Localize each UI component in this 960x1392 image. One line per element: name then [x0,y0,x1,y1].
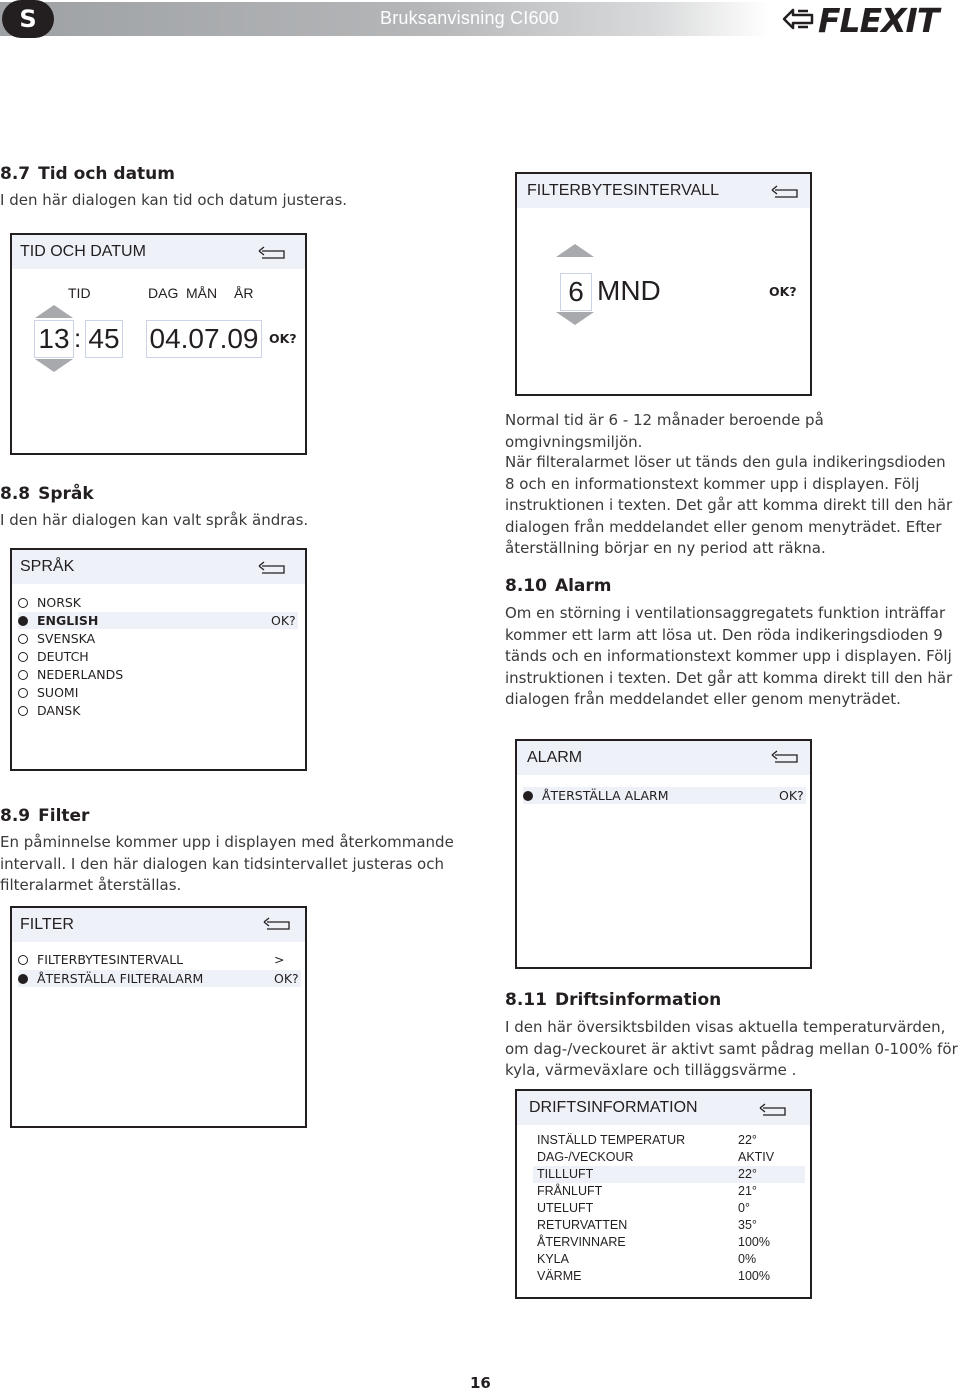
info-row-outdoor-air: UTELUFT 0° [537,1201,750,1215]
info-row-return-water: RETURVATTEN 35° [537,1218,757,1232]
increase-arrow-icon[interactable] [35,305,73,318]
radio-button-selected-icon [523,791,533,801]
radio-button-icon [18,652,28,662]
filter-dialog [10,906,307,1128]
page-header [0,0,960,40]
flexit-logo-icon [782,5,814,33]
section-8-9-heading [0,806,89,826]
section-8-8-description: I den här dialogen kan valt språk ändras. [0,511,309,529]
dialog-title: TID OCH DATUM [20,243,146,260]
dialog-title: SPRÅK [20,558,75,575]
increase-arrow-icon[interactable] [556,244,594,257]
section-number: 8.9 [0,806,31,826]
info-row-heat-recovery: ÅTERVINNARE 100% [537,1235,770,1249]
dialog-title: DRIFTSINFORMATION [529,1099,698,1116]
section-title: Driftsinformation [554,990,722,1010]
filter-interval-dialog [515,172,812,396]
info-row-extract-air: FRÅNLUFT 21° [537,1184,757,1198]
language-option[interactable]: DANSK [18,702,298,719]
back-arrow-icon[interactable] [263,916,291,932]
page-number: 16 [470,1374,491,1392]
confirm-button[interactable]: OK? [269,331,297,346]
radio-button-selected-icon [18,974,28,984]
radio-button-icon [18,670,28,680]
back-arrow-icon[interactable] [258,245,286,261]
time-separator: : [74,323,82,353]
section-8-7-description: I den här dialogen kan tid och datum justeras. [0,191,348,209]
reset-filter-alarm-item[interactable]: ÅTERSTÄLLA FILTERALARM OK? [18,970,301,987]
interval-note: Normal tid är 6 - 12 månader beroende på omgivningsmiljön. [505,411,824,451]
confirm-button[interactable]: OK? [271,613,296,628]
radio-button-icon [18,598,28,608]
back-arrow-icon[interactable] [771,749,799,765]
month-label: MÅN [186,285,218,301]
radio-button-icon [18,688,28,698]
section-8-10-description: Om en störning i ventilationsaggregatets funktion inträffar kommer ett larm att lösa ut. Den röda indikeringsdioden 9 tänds och en informationstext kommer upp i displayen. Följ instruktionen i texten. Det går att komma direkt till den här dialogen från meddelandet eller genom menyträdet. [505,604,953,708]
section-title: Alarm [554,576,612,596]
submenu-chevron-icon: > [274,952,285,967]
decrease-arrow-icon[interactable] [556,312,594,325]
section-8-10-heading [505,576,612,596]
info-row-supply-air: TILLLUFT 22° [533,1166,805,1183]
info-row-heating: VÄRME 100% [537,1269,770,1283]
radio-button-icon [18,955,28,965]
radio-button-icon [18,634,28,644]
back-arrow-icon[interactable] [759,1102,787,1118]
section-number: 8.8 [0,484,31,504]
section-8-9-description: En påminnelse kommer upp i displayen med återkommande intervall. I den här dialogen kan tidsintervallet justeras och filteralarmet återställas. [0,833,454,894]
language-option[interactable]: NEDERLANDS [18,666,298,683]
section-8-8-heading [0,484,94,504]
time-date-dialog [10,233,307,455]
language-option[interactable]: NORSK [18,594,298,611]
filter-interval-item[interactable]: FILTERBYTESINTERVALL > [18,951,301,968]
confirm-button[interactable]: OK? [779,788,804,803]
section-number: 8.7 [0,164,31,184]
dialog-title: FILTER [20,916,74,933]
brand-logo: FLEXIT [818,1,939,40]
info-row-set-temperature: INSTÄLLD TEMPERATUR 22° [537,1133,757,1147]
back-arrow-icon[interactable] [771,184,799,200]
minute-field[interactable]: 45 [85,320,123,358]
section-number: 8.11 [505,990,547,1010]
interval-value-field[interactable]: 6 [560,273,592,311]
section-title: Filter [38,806,90,826]
section-8-7-heading [0,164,175,184]
info-row-cooling: KYLA 0% [537,1252,757,1266]
language-option[interactable]: SUOMI [18,684,298,701]
operation-info-dialog [515,1089,812,1299]
confirm-button[interactable]: OK? [274,971,299,986]
radio-button-icon [18,706,28,716]
manual-title: Bruksanvisning CI600 [380,8,560,28]
hour-field[interactable]: 13 [34,320,74,358]
language-badge: S [2,0,54,38]
section-title: Språk [38,484,94,504]
decrease-arrow-icon[interactable] [35,359,73,372]
dialog-title: ALARM [527,749,583,766]
section-8-11-heading [505,990,721,1010]
language-option[interactable]: DEUTCH [18,648,298,665]
dialog-title: FILTERBYTESINTERVALL [527,182,720,199]
year-label: ÅR [234,285,254,301]
radio-button-selected-icon [18,616,28,626]
date-field[interactable]: 04.07.09 [146,320,262,358]
section-title: Tid och datum [38,164,175,184]
language-option-selected[interactable]: ENGLISH OK? [18,612,298,629]
time-label: TID [68,285,91,301]
language-option[interactable]: SVENSKA [18,630,298,647]
day-label: DAG [148,285,179,301]
interval-unit: MND [597,275,661,306]
section-8-11-description: I den här översiktsbilden visas aktuella temperaturvärden, om dag-/veckouret är aktivt samt pådrag mellan 0-100% för kyla, värmeväxlare och tilläggsvärme . [505,1018,958,1079]
section-number: 8.10 [505,576,547,596]
filter-alarm-paragraph: När filteralarmet löser ut tänds den gula indikeringsdioden 8 och en informationstext kommer upp i displayen. Följ instruktionen i texten. Det går att komma direkt till den här dialogen från meddelandet eller genom menyträdet. Efter återställning börjar en ny period att räkna. [505,453,953,557]
confirm-button[interactable]: OK? [769,284,797,299]
back-arrow-icon[interactable] [258,560,286,576]
reset-alarm-item[interactable]: ÅTERSTÄLLA ALARM OK? [523,787,806,804]
alarm-dialog [515,739,812,969]
info-row-day-week-clock: DAG-/VECKOUR AKTIV [537,1150,775,1164]
language-dialog [10,548,307,771]
